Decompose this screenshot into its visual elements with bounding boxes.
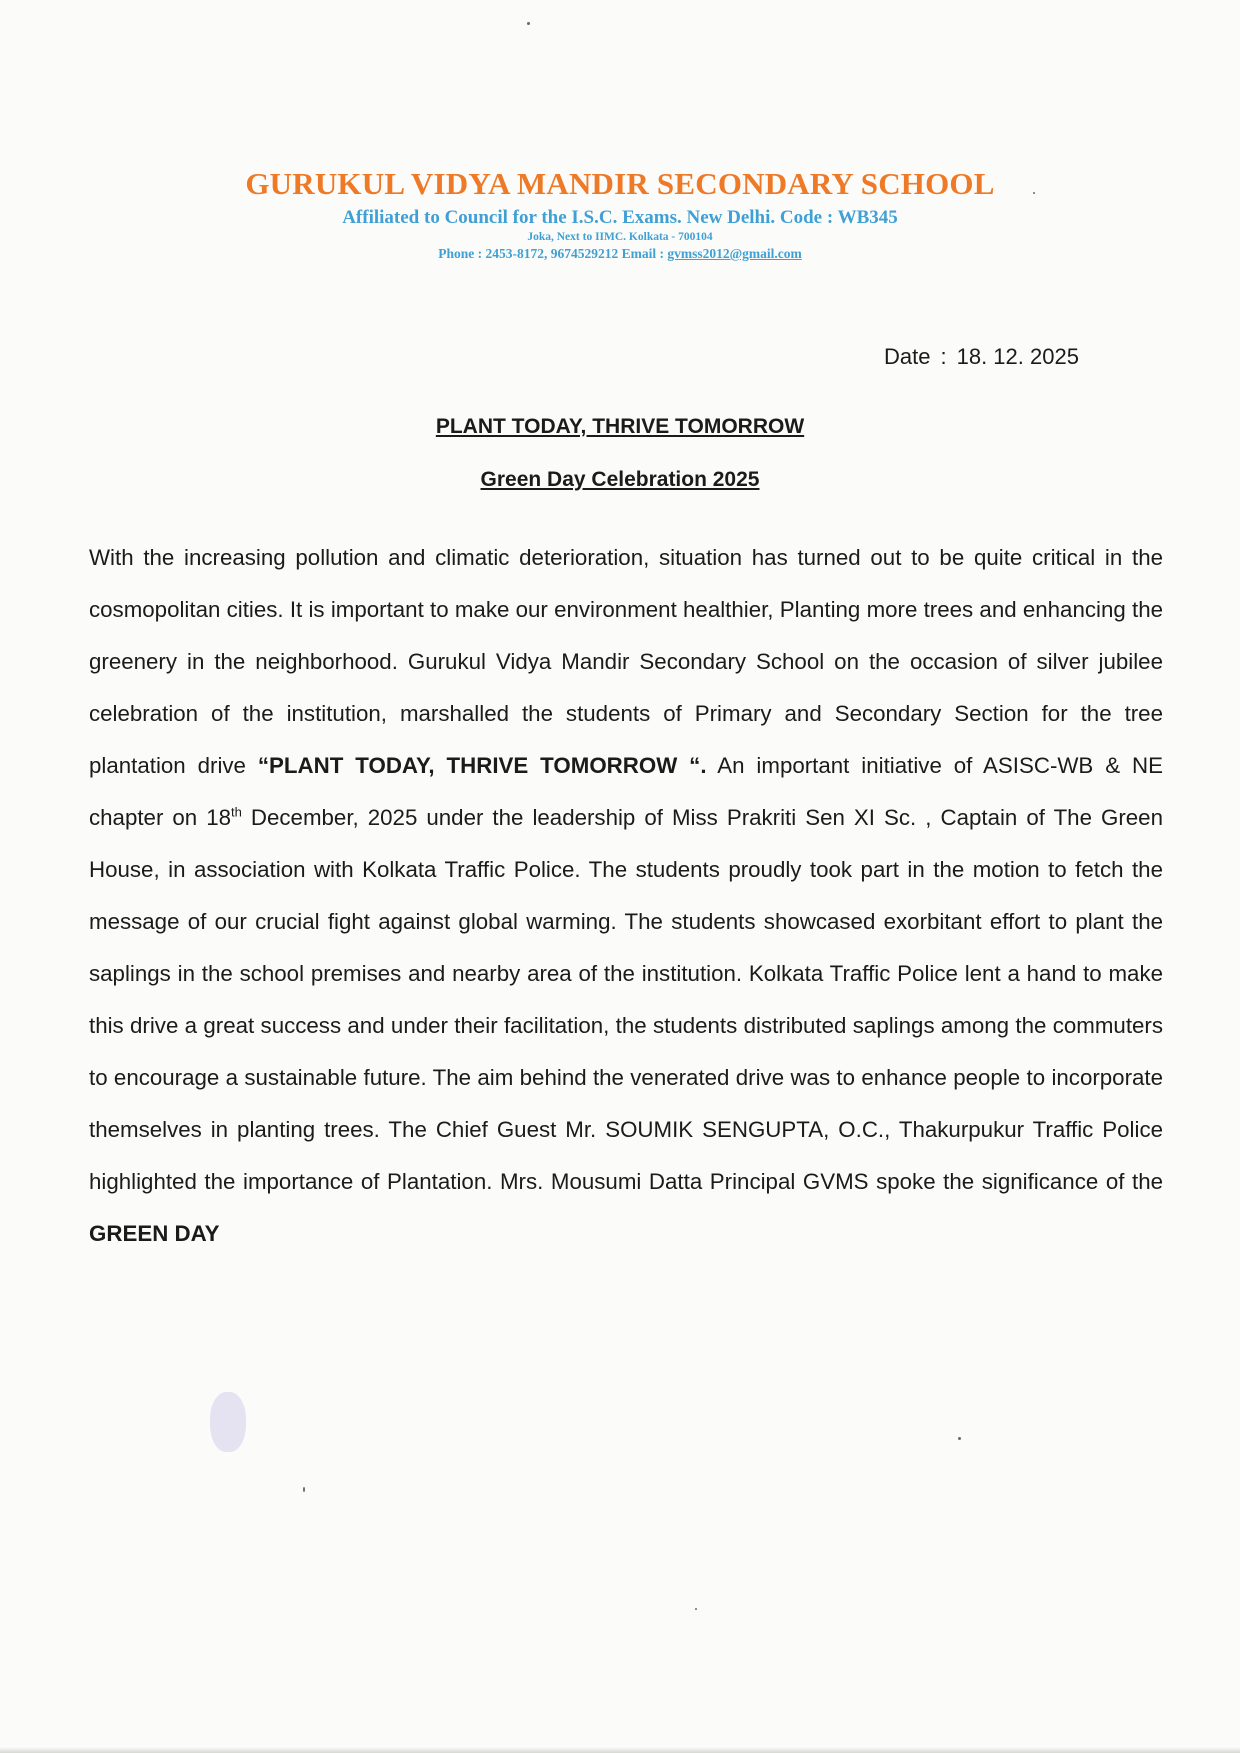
date-separator: : — [940, 344, 947, 369]
letter-date — [884, 343, 1079, 371]
main-title: PLANT TODAY, THRIVE TOMORROW — [435, 415, 805, 438]
body-part-1: With the increasing pollution and climatic deterioration, situation has turned out to be quite critical in the cosmopolitan cities. It is important to make our environment healthier, Planting more trees and enhancing the greenery in the neighborhood. Gurukul Vidya Mandir Secondary School on the occasion of silver jubilee celebration of the institution, marshalled the students of Primary and Secondary Section for the tree plantation drive — [89, 545, 1163, 778]
email-link[interactable]: gvmss2012@gmail.com — [667, 246, 802, 261]
scan-smudge — [210, 1392, 246, 1452]
scan-speck — [695, 1608, 697, 1610]
phone-text: Phone : 2453-8172, 9674529212 Email : — [438, 246, 668, 261]
date-value: 18. 12. 2025 — [956, 344, 1079, 369]
body-paragraph — [89, 532, 1163, 1260]
page-bottom-edge — [0, 1747, 1240, 1753]
scan-speck — [527, 22, 530, 25]
scan-speck — [303, 1487, 305, 1492]
closing-bold: GREEN DAY — [89, 1221, 220, 1246]
contact-line — [0, 245, 1240, 263]
date-label: Date — [884, 344, 931, 369]
letterhead — [0, 165, 1240, 263]
body-part-2: An important initiative of ASISC-WB & NE chapter on 18 — [89, 753, 1163, 830]
ordinal-suffix: th — [231, 804, 242, 820]
drive-name: “PLANT TODAY, THRIVE TOMORROW “. — [257, 753, 707, 778]
affiliation-line: Affiliated to Council for the I.S.C. Exams. New Delhi. Code : WB345 — [342, 207, 898, 228]
school-address: Joka, Next to IIMC. Kolkata - 700104 — [527, 231, 713, 243]
sub-title: Green Day Celebration 2025 — [480, 468, 760, 491]
scan-speck — [958, 1437, 961, 1440]
school-name: GURUKUL VIDYA MANDIR SECONDARY SCHOOL — [245, 166, 995, 201]
scan-speck — [1033, 192, 1035, 194]
body-part-3: December, 2025 under the leadership of Miss Prakriti Sen XI Sc. , Captain of The Green House, in association with Kolkata Traffic Police. The students proudly took part in the motion to fetch the message of our crucial fight against global warming. The students showcased exorbitant effort to plant the saplings in the school premises and nearby area of the institution. Kolkata Traffic Police lent a hand to make this drive a great success and under their facilitation, the students distributed saplings among the commuters to encourage a sustainable future. The aim behind the venerated drive was to enhance people to incorporate themselves in planting trees. The Chief Guest Mr. SOUMIK SENGUPTA, O.C., Thakurpukur Traffic Police highlighted the importance of Plantation. Mrs. Mousumi Datta Principal GVMS spoke the significance of the — [89, 805, 1163, 1194]
